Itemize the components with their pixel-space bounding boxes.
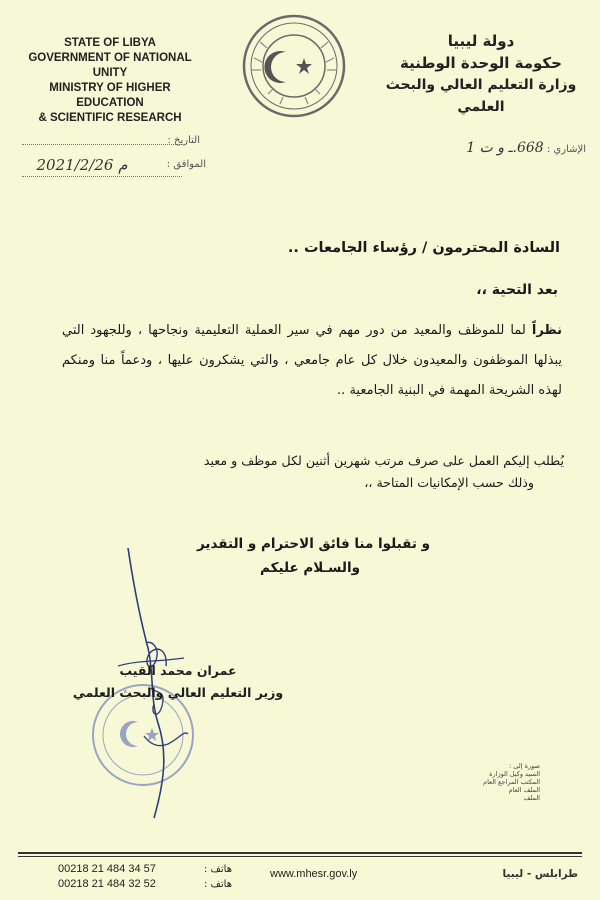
header-government-en: GOVERNMENT OF NATIONAL UNITY: [28, 52, 192, 79]
header-research-en: & SCIENTIFIC RESEARCH: [38, 112, 182, 124]
copy-to-block: [420, 762, 540, 802]
date-value: 2021/2/26 م: [36, 156, 128, 174]
footer-rule-thin: [18, 856, 582, 857]
copy-to-line-2: المكتب المراجع العام: [483, 778, 540, 786]
ministry-emblem-icon: [240, 12, 348, 120]
date-line-1: [22, 144, 182, 146]
phone-label-2: هاتف :: [203, 879, 232, 890]
reference-value: 668.ـ و ت 1: [466, 140, 544, 156]
english-header: [14, 36, 206, 126]
reference-label: الإشاري :: [546, 144, 586, 155]
request-line-1: يُطلب إليكم العمل على صرف مرتب شهرين أثنين لكل موظف و معيد: [203, 453, 564, 468]
request-line-2: وذلك حسب الإمكانيات المتاحة ،،: [364, 475, 534, 490]
header-ministry-en: MINISTRY OF HIGHER EDUCATION: [49, 82, 171, 109]
arabic-header: [376, 30, 586, 118]
closing-line-1: و تقبلوا منا فائق الاحترام و التقدير: [197, 536, 430, 552]
phone-label-1: هاتف :: [203, 864, 232, 875]
copy-to-line-3: الملف العام: [508, 786, 540, 794]
footer-phones: [58, 862, 188, 892]
footer-rule: [18, 852, 582, 854]
footer-address: طرابلس - ليبيا: [502, 868, 578, 880]
header-ministry-ar: وزارة التعليم العالي والبحث العلمي: [385, 77, 577, 115]
closing-line-2: والسـلام عليكم: [260, 560, 360, 576]
letter-request: [44, 450, 564, 494]
reference-row: [396, 140, 586, 156]
paragraph-lead: نظراً: [531, 323, 562, 338]
letter-greeting: بعد التحية ،،: [476, 282, 558, 298]
signatory-name: عمران محمد القيب: [119, 663, 237, 678]
letter-salutation: السادة المحترمون / رؤساء الجامعات ..: [287, 240, 560, 256]
footer-phone-labels: [192, 862, 232, 892]
corresponding-label: الموافق :: [166, 159, 206, 170]
footer-website-link[interactable]: www.mhesr.gov.ly: [270, 868, 358, 880]
copy-to-line-4: الملف: [523, 794, 540, 802]
header-government-ar: حكومة الوحدة الوطنية: [400, 54, 562, 72]
copy-to-line-1: السيد وكيل الوزارة: [489, 770, 540, 778]
header-state-en: STATE OF LIBYA: [64, 37, 156, 49]
signatory-title: وزير التعليم العالي والبحث العلمي: [72, 685, 284, 700]
paragraph-text: لما للموظف والمعيد من دور مهم في سير العملية التعليمية ونجاحها ، وللجهود التي يبذلها الموظفون والمعيدون خلال كل عام جامعي ، والتي يشكرون عليها ، ودعماً منا ومنكم لهذه الشريحة المهمة في البنية الجامعية ..: [62, 323, 562, 398]
date-label: التاريخ :: [167, 135, 200, 146]
phone-2: 00218 21 484 32 52: [58, 878, 156, 890]
date-line-2: [22, 176, 182, 178]
copy-to-line-0: صورة إلى :: [509, 762, 540, 770]
header-state-ar: دولة ليبيا: [447, 32, 515, 50]
signatory-block: [68, 660, 288, 704]
letter-paragraph: [62, 316, 562, 406]
phone-1: 00218 21 484 34 57: [58, 863, 156, 875]
